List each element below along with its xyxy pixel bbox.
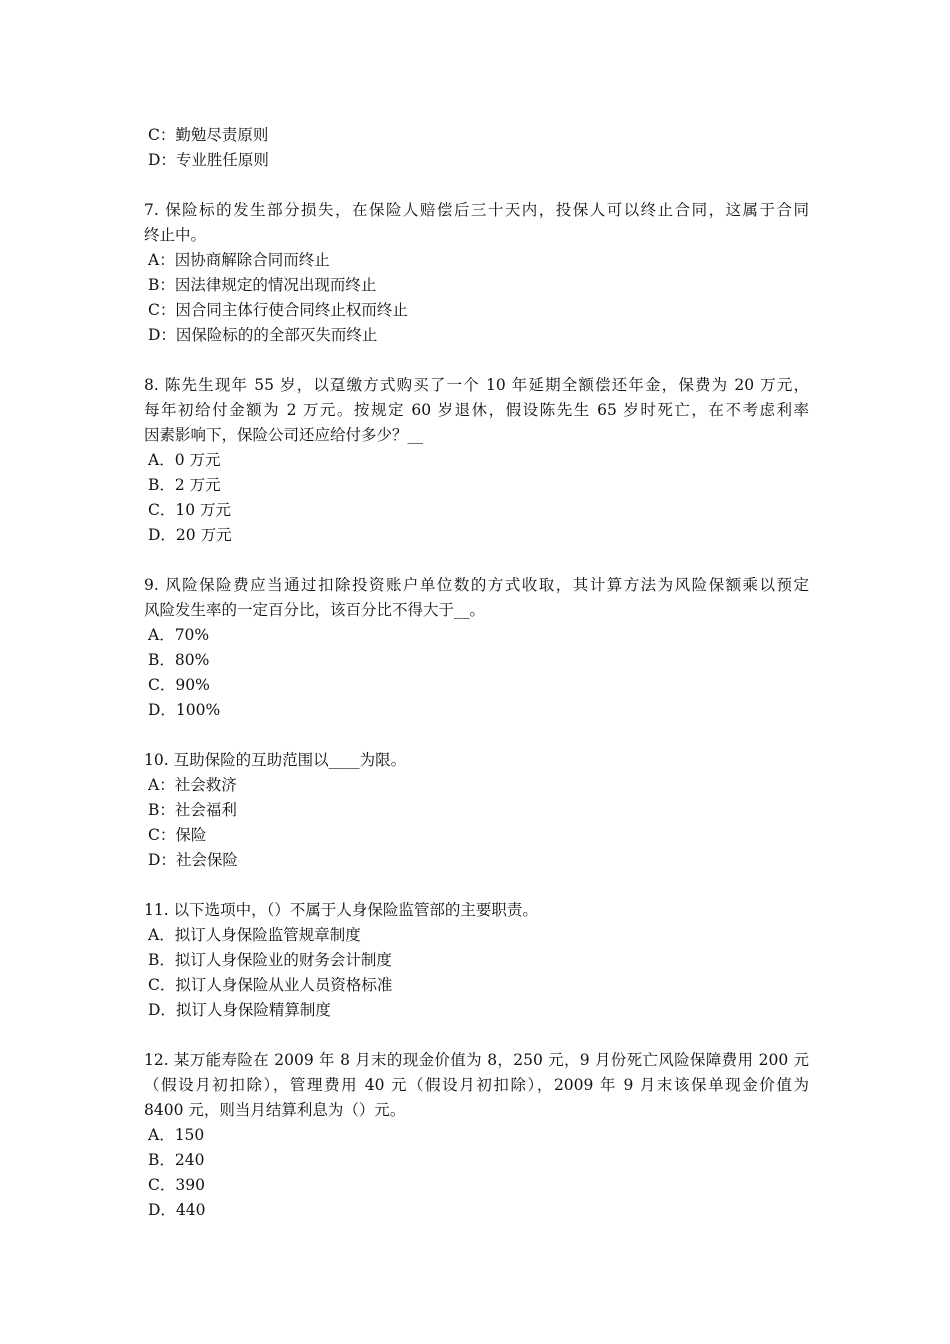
question-text: 因素影响下，保险公司还应给付多少？__ xyxy=(144,426,424,444)
question-9 xyxy=(144,573,809,723)
option: D．440 xyxy=(148,1201,206,1219)
question-text: 每年初给付金额为 2 万元。按规定 60 岁退休，假设陈先生 65 岁时死亡，在不考虑利率 xyxy=(144,401,809,419)
question-text: 11. 以下选项中，（）不属于人身保险监管部的主要职责。 xyxy=(144,901,538,919)
option: C．拟订人身保险从业人员资格标准 xyxy=(148,976,393,994)
question-7 xyxy=(144,198,809,348)
option: A：社会救济 xyxy=(148,776,237,794)
question-text: 9. 风险保险费应当通过扣除投资账户单位数的方式收取，其计算方法为风险保额乘以预定 xyxy=(144,576,809,594)
question-text: 风险发生率的一定百分比，该百分比不得大于__。 xyxy=(144,601,486,619)
question-11 xyxy=(144,898,809,1023)
option: B．拟订人身保险业的财务会计制度 xyxy=(148,951,392,969)
option: A：因协商解除合同而终止 xyxy=(148,251,330,269)
previous-question-options xyxy=(144,123,809,173)
option: B．2 万元 xyxy=(148,476,221,494)
option: A．70% xyxy=(148,626,210,644)
option: A．0 万元 xyxy=(148,451,221,469)
question-text: 8. 陈先生现年 55 岁，以趸缴方式购买了一个 10 年延期全额偿还年金，保费为 20 万元， xyxy=(144,376,809,394)
option: A．拟订人身保险监管规章制度 xyxy=(148,926,361,944)
question-text: 12. 某万能寿险在 2009 年 8 月末的现金价值为 8，250 元，9 月份死亡风险保障费用 200 元 xyxy=(144,1051,809,1069)
question-12 xyxy=(144,1048,809,1223)
document-content xyxy=(144,123,809,1223)
option: B：社会福利 xyxy=(148,801,237,819)
question-text: 8400 元，则当月结算利息为（）元。 xyxy=(144,1101,406,1119)
option: C．390 xyxy=(148,1176,205,1194)
option: C．90% xyxy=(148,676,210,694)
option: C：保险 xyxy=(148,826,207,844)
option: A．150 xyxy=(148,1126,205,1144)
option: D．100% xyxy=(148,701,221,719)
option: D．20 万元 xyxy=(148,526,232,544)
question-10 xyxy=(144,748,809,873)
option: B．80% xyxy=(148,651,210,669)
question-8 xyxy=(144,373,809,548)
option: C：勤勉尽责原则 xyxy=(148,126,269,144)
option: B．240 xyxy=(148,1151,205,1169)
question-text: 终止中。 xyxy=(144,226,207,244)
option: D．拟订人身保险精算制度 xyxy=(148,1001,331,1019)
option: D：社会保险 xyxy=(148,851,238,869)
option: C．10 万元 xyxy=(148,501,232,519)
option: B：因法律规定的情况出现而终止 xyxy=(148,276,377,294)
option: D：因保险标的的全部灭失而终止 xyxy=(148,326,378,344)
option: C：因合同主体行使合同终止权而终止 xyxy=(148,301,408,319)
question-text: （假设月初扣除），管理费用 40 元（假设月初扣除），2009 年 9 月末该保单现金价值为 xyxy=(144,1076,809,1094)
question-text: 10. 互助保险的互助范围以____为限。 xyxy=(144,751,407,769)
question-text: 7. 保险标的发生部分损失，在保险人赔偿后三十天内，投保人可以终止合同，这属于合同 xyxy=(144,201,809,219)
option: D：专业胜任原则 xyxy=(148,151,269,169)
